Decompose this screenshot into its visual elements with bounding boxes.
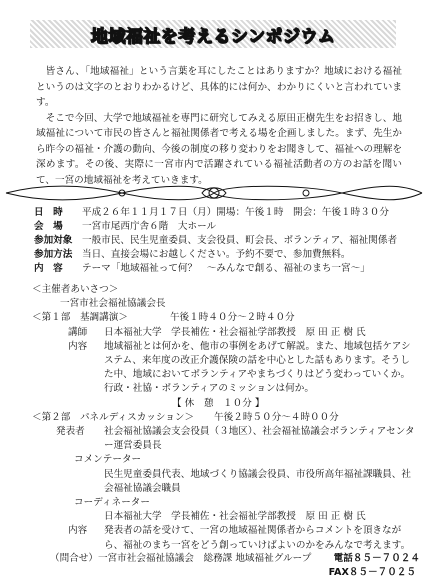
detail-row-method [34, 248, 414, 262]
event-details [34, 206, 414, 276]
detail-label: 参加対象 [34, 235, 73, 246]
part1-row [32, 311, 416, 325]
content-label: 内容 [68, 340, 88, 352]
detail-label: 日 時 [34, 207, 63, 218]
title-band [30, 20, 396, 48]
ornamental-divider [2, 182, 426, 204]
detail-label: 内 容 [34, 263, 63, 274]
intro-paragraph-1: 皆さん、「地域福祉」という言葉を耳にしたことはありますか？地域における福祉というのは文字のとおりわかるけど、具体的には何か、わかりにくいと言われています。 [36, 66, 402, 108]
commentator-row [32, 468, 416, 496]
detail-value: 一宮市尾西庁舎６階 大ホール [82, 221, 217, 232]
contact-block [50, 550, 420, 578]
content-label: 内容 [68, 525, 88, 537]
spacer [32, 510, 104, 524]
presenter-value: 社会福祉協議会支会役員（３地区）、社会福祉協議会ボランティアセンター運営委員長 [104, 426, 415, 452]
part1-content-row [32, 340, 416, 397]
commentator-value: 民生児童委員代表、地域づくり協議会役員、市役所高年福祉課職員、社会福祉協議会職員 [104, 468, 411, 494]
presenter-row [32, 425, 416, 453]
contact-label: （問合せ）一宮市社会福祉協議会 総務課 地域福祉グループ [50, 553, 312, 564]
greeting-person: 一宮市社会福祉協議会長 [60, 298, 166, 310]
detail-value: 一般市民、民生児童委員、支会役員、町会長、ボランティア、福祉関係者 [82, 235, 398, 246]
part2-content-row [32, 524, 416, 552]
intro-text [36, 64, 402, 188]
contact-fax: FAX８５－７０２５ [328, 567, 416, 578]
part1-heading: ＜第１部 基調講演＞ [32, 312, 128, 324]
detail-value: 平成２６年１１月１７日（月）開場：午後１時 開会：午後１時３０分 [82, 207, 389, 218]
intro-paragraph-2: そこで今回、大学で地域福祉を専門に研究してみえる原田正樹先生をお招きし、地域福祉について市民の皆さんと福祉関係者で考える場を企画しました。まず、先生から昨今の福祉・介護の動向、今後の制度の移り変わりをお聞きして、福祉への理解を深めます。その後、実際に一宮市内で活躍されている福祉活動者の方のお話を聞いて、一宮の地域福祉を考えていきます。 [36, 112, 402, 186]
program-section [32, 283, 416, 553]
lecturer-row [32, 326, 416, 340]
part1-time: 午後１時４０分～２時４０分 [169, 312, 295, 324]
coordinator-row [32, 510, 416, 524]
flyer-title: 地域福祉を考えるシンポジウム [90, 26, 336, 47]
commentator-heading: コメンテーター [74, 454, 142, 466]
coordinator-heading: コーディネーター [74, 497, 150, 509]
part2-time: 午後２時５０分～４時００分 [214, 411, 339, 423]
part2-heading: ＜第２部 パネルディスカッション＞ [32, 411, 195, 423]
detail-value: テーマ「地域福祉って何？ ～みんなで創る、福祉のまち一宮～」 [82, 263, 370, 274]
spacer [32, 468, 104, 496]
contact-tel: 電話８５－７０２４ [333, 553, 420, 564]
detail-row-content [34, 262, 414, 276]
part2-content: 発表者の話を受けて、一宮の地域福祉関係者からコメントを頂きながら、福祉のまち一宮をどう創っていけばよいのかをみんなで考えます。 [104, 525, 411, 551]
detail-label: 会 場 [34, 221, 63, 232]
greeting-heading: ＜主催者あいさつ＞ [32, 284, 119, 295]
break-notice: 【 休 憩 １０分 】 [172, 397, 265, 409]
detail-row-audience [34, 234, 414, 248]
lecturer-value: 日本福祉大学 学長補佐・社会福祉学部教授 原 田 正 樹 氏 [104, 326, 366, 338]
lecturer-label: 講師 [68, 326, 88, 338]
detail-row-date [34, 206, 414, 220]
detail-label: 参加方法 [34, 249, 73, 260]
part1-content: 地域福祉とは何かを、他市の事例をあげて解説。また、地域包括ケアシステム、来年度の改正介護保険の話を中心とした話もあります。そうした中、地域においてボランティアやまちづくりはどう変わっていくか。行政・社協・ボランティアのミッションは何か。 [104, 340, 411, 395]
detail-value: 当日、直接会場にお越しください。予約不要で、参加費無料。 [82, 249, 351, 260]
coordinator-value: 日本福祉大学 学長補佐・社会福祉学部教授 原 田 正 樹 氏 [104, 511, 366, 523]
presenter-label: 発表者 [56, 426, 85, 438]
detail-row-venue [34, 220, 414, 234]
part2-row [32, 411, 416, 425]
